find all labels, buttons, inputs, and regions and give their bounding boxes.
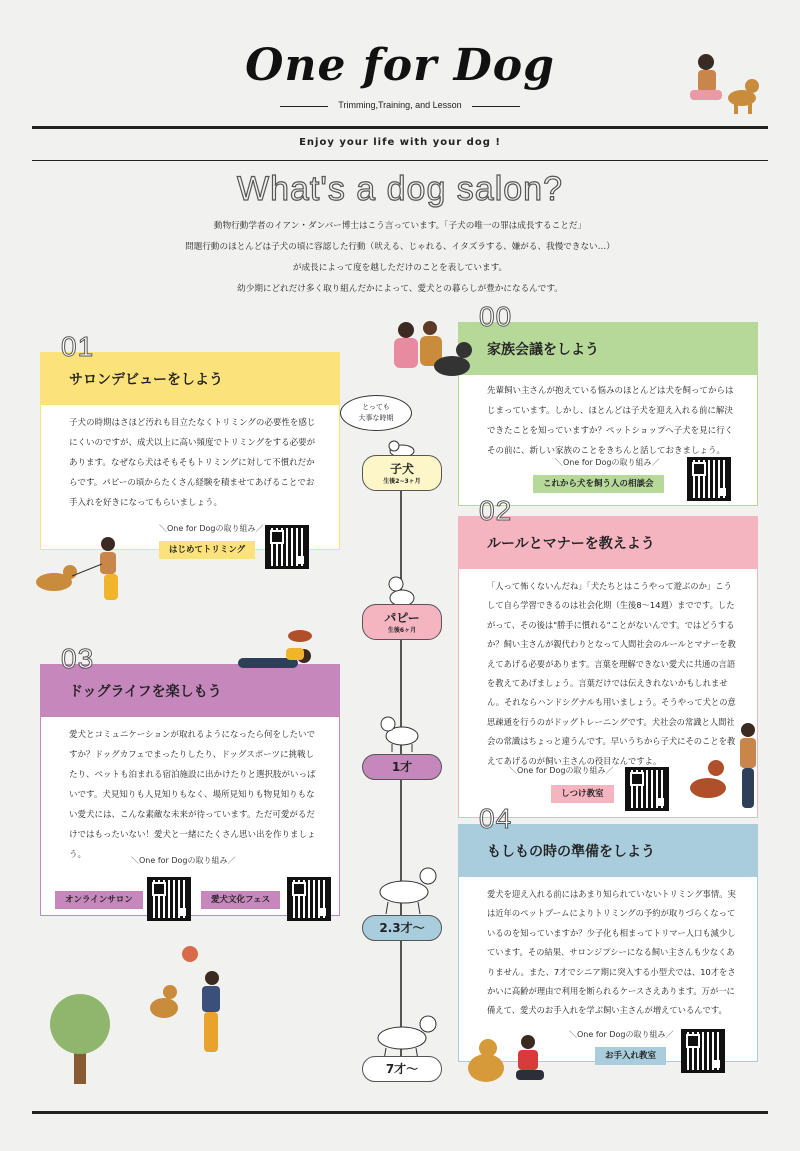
card-03 [40, 643, 340, 916]
qr-code [147, 877, 191, 921]
training-dog-illustration [680, 720, 770, 816]
stage-label: 子犬 [389, 462, 414, 476]
card-title: ドッグライフを楽しもう [69, 684, 222, 700]
card-number: 02 [479, 495, 513, 526]
card-body: 愛犬を迎え入れる前にはあまり知られていないトリミング事情。実は近年のペットブームによりトリミングの予約が取りづらくなっているのを知っていますか？少子化も相まってトリマー人口も減少しています。その結果、サロンジプシーになる飼い主さんも少なくありません。また、7才でシニア期に突入する小型犬では、10才をさかいに高齢が理由で利用を断られるケースさえあります。万が一に備えて、愛犬のお手入れを学ぶ飼い主さんが増えているんです。 [487, 889, 736, 1016]
stage-1yr [362, 754, 442, 780]
qr-code [625, 767, 669, 811]
top-rule [32, 126, 768, 129]
intro-line: 幼少期にどれだけ多く取り組んだかによって、愛犬との暮らしが豊かになるんです。 [237, 284, 563, 294]
stage-label: 7才〜 [385, 1062, 419, 1076]
card-01 [40, 331, 340, 555]
playing-ball-illustration [130, 944, 240, 1064]
card-body: 愛犬とコミュニケーションが取れるようになったら何をしたいですか？ドッグカフェでまったりしたり、ドッグスポーツに挑戦したり、ペットも泊まれる宿泊施設に出かけたりと選択肢がいっぱいです。犬見知りも人見知りもなく、場所見知りも物見知りもない愛犬には、こんな素敵な未来が待っています。ただ可愛がるだけではもったいない！愛犬と一緒にたくさん思い出を作りましょう。 [69, 730, 316, 860]
effort-label: ＼One for Dogの取り組み／ [131, 856, 236, 865]
first-trimming-button[interactable]: はじめてトリミング [159, 541, 255, 559]
stage-label: 1才 [391, 760, 413, 774]
card-title: サロンデビューをしよう [69, 372, 223, 388]
stage-puppy [362, 455, 442, 491]
intro-line: 動物行動学者のイアン・ダンバー博士はこう言っています。「子犬の唯一の罪は成長することだ」 [213, 221, 587, 231]
grooming-illustration [462, 1028, 552, 1090]
young-dog-illustration [384, 574, 420, 608]
family-dog-illustration [386, 316, 476, 392]
bubble-line: とっても [362, 403, 390, 411]
qr-code [265, 525, 309, 569]
tree-illustration [40, 984, 120, 1090]
card-title: 家族会議をしよう [487, 342, 599, 358]
card-04 [458, 803, 758, 1062]
card-body: 子犬の時期はさほど汚れも目立たなくトリミングの必要性を感じにくいのですが、成犬以上に高い頻度でトリミングをする必要があります。なぜなら犬はそもそもトリミングに対して不慣れだからです。パピーの頃からたくさん経験を積ませてあげることでお手入れを好きになってもらいましょう。 [69, 418, 316, 508]
qr-code [681, 1029, 725, 1073]
section-title: What's a dog salon? [236, 170, 563, 208]
consultation-button[interactable]: これから犬を飼う人の相談会 [533, 475, 664, 493]
online-salon-button[interactable]: オンラインサロン [55, 891, 143, 909]
bubble-line: 大事な時期 [358, 414, 394, 422]
card-title: ルールとマナーを教えよう [487, 536, 655, 552]
dog-senior-illustration [368, 1012, 438, 1060]
effort-label: ＼One for Dogの取り組み／ [509, 766, 614, 775]
stage-sub: 生後2~3ヶ月 [383, 478, 421, 485]
qr-code [687, 457, 731, 501]
effort-label: ＼One for Dogの取り組み／ [159, 524, 264, 533]
stage-label: パピー [384, 611, 420, 625]
bottom-rule [32, 1111, 768, 1114]
brand-logo: One for Dog [245, 40, 555, 91]
intro-line: が成長によって度を越しただけのことを表しています。 [292, 263, 508, 273]
speech-bubble [340, 395, 412, 431]
card-body: 「人って怖くないんだね」「犬たちとはこうやって遊ぶのか」こうして自ら学習できるのは社会化期（生後8〜14週）までです。したがって、その後は"勝手に慣れる"ことがないんです。ではどうするか？飼い主さんが親代わりとなって人間社会のルールとマナーを教えてあげる必要があります。言葉を理解できない愛犬に共通の言語を教えてあげましょう。言葉だけでは伝えきれないかもしれません。それならハンドシグナルも用いましょう。そうやって犬との意思疎通を行うのがドッグトレーニングです。犬社会の常識と人間社会の常識はちょっと違うんです。早いうちから子犬にそのことを教えてあげるのが飼い主さんの役目なんですよ。 [487, 581, 736, 766]
stage-label: 2.3才〜 [379, 921, 425, 935]
headline-rule [32, 160, 768, 161]
card-body: 先輩飼い主さんが抱えている悩みのほとんどは犬を飼ってからはじまっています。しかし、ほとんどは子犬を迎え入れる前に解決できたことを知っていますか？ペットショップへ子犬を見に行くその前に、新しい家族のことをきちんと話しておきましょう。 [487, 386, 734, 456]
card-number: 01 [61, 331, 95, 362]
dog-culture-fest-button[interactable]: 愛犬文化フェス [201, 891, 280, 909]
dog-adult-illustration [370, 866, 440, 914]
card-00 [458, 301, 758, 506]
dog-1yr-illustration [378, 712, 424, 752]
headline: Enjoy your life with your dog ! [299, 137, 501, 148]
discipline-class-button[interactable]: しつけ教室 [551, 785, 614, 803]
card-number: 03 [61, 643, 95, 674]
intro-text [140, 216, 660, 300]
card-number: 00 [479, 301, 513, 332]
walking-dog-illustration [30, 534, 150, 610]
intro-line: 問題行動のほとんどは子犬の頃に容認した行動（吠える、じゃれる、イタズラする、嫌がる、我慢できない…） [185, 242, 615, 252]
care-class-button[interactable]: お手入れ教室 [595, 1047, 666, 1065]
stage-sub: 生後6ヶ月 [387, 627, 417, 634]
tagline-rule-right [472, 106, 520, 107]
effort-label: ＼One for Dogの取り組み／ [569, 1030, 674, 1039]
tagline: Trimming,Training, and Lesson [338, 100, 462, 110]
card-title: もしもの時の準備をしよう [487, 844, 655, 860]
stage-7yr [362, 1056, 442, 1082]
stage-2-3yr [362, 915, 442, 941]
header-illustration-person-dog [680, 48, 770, 120]
effort-label: ＼One for Dogの取り組み／ [555, 458, 660, 467]
card-number: 04 [479, 803, 513, 834]
lying-person-dog-illustration [230, 626, 330, 676]
qr-code [287, 877, 331, 921]
stage-puppy-6m [362, 604, 442, 640]
